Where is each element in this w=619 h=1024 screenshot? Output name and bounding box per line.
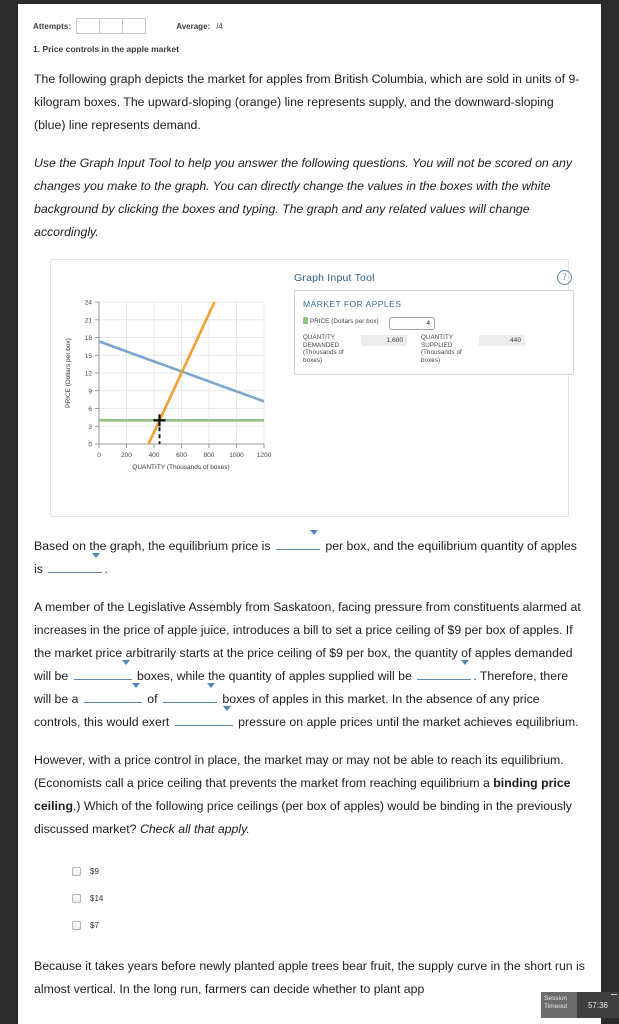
checkbox-label-14: $14 xyxy=(90,894,104,903)
session-time-value: 57:36 xyxy=(587,1000,609,1010)
svg-text:15: 15 xyxy=(84,352,92,360)
bind-text-b: .) Which of the following price ceilings (per box of apples) would be binding in the previously discussed market? xyxy=(34,799,572,836)
pc-text-a: A member of the Legislative Assembly from Saskatoon, facing pressure from constituents alarmed at increases in the price of apple juice, introduces a bill to set a price ceiling of $9 per box of apples. If the market price arbitrarily starts at the price ceiling of $9 per box, the quantity of apples demanded will be xyxy=(34,600,581,683)
blank-shortage-surplus[interactable] xyxy=(84,690,142,703)
blank-pressure-direction[interactable] xyxy=(175,713,233,726)
x-axis-title: QUANTITY (Thousands of boxes) xyxy=(132,464,230,471)
checkbox-row-3[interactable] xyxy=(72,912,585,939)
svg-text:24: 24 xyxy=(84,299,92,307)
price-ceiling-checklist xyxy=(34,856,585,939)
price-input[interactable]: 4 xyxy=(389,317,435,330)
svg-text:800: 800 xyxy=(203,452,215,459)
help-icon[interactable]: ? xyxy=(557,270,572,285)
paragraph-long-run: Because it takes years before newly planted apple trees bear fruit, the supply curve in the short run is almost vertical. In the long run, farmers can decide whether to plant app xyxy=(34,959,585,996)
y-axis-tick-labels xyxy=(85,300,93,449)
bind-text-a: However, with a price control in place, the market may or may not be able to reach its equilibrium. (Economists call a price ceiling that prevents the market from reaching equilibrium a xyxy=(34,753,564,790)
question-content xyxy=(18,54,601,1001)
svg-text:200: 200 xyxy=(121,452,132,459)
qty-demanded-field xyxy=(303,334,407,364)
blank-equilibrium-quantity[interactable] xyxy=(48,560,102,573)
paragraph-price-ceiling xyxy=(34,596,585,734)
attempt-box-1 xyxy=(76,18,100,34)
svg-text:0: 0 xyxy=(97,452,101,459)
average-value: /4 xyxy=(216,21,223,31)
supply-demand-chart xyxy=(59,284,279,499)
binding-price-ceiling-term: binding price ceiling xyxy=(34,776,571,813)
attempt-boxes xyxy=(77,18,146,34)
checkbox-9[interactable] xyxy=(72,867,81,876)
blank-equilibrium-price[interactable] xyxy=(276,537,320,550)
qty-supplied-label: QUANTITY SUPPLIED (Thousands of boxes) xyxy=(421,334,462,364)
blank-qty-demanded[interactable] xyxy=(74,667,132,680)
svg-text:1000: 1000 xyxy=(229,452,244,459)
pc-text-e: boxes of apples in this market. In the absence of any price controls, this would exert xyxy=(34,692,540,729)
graph-input-tool-body xyxy=(294,290,574,375)
session-label-line2: Timeout xyxy=(544,1003,568,1010)
pc-text-b: boxes, while the quantity of apples supplied will be xyxy=(137,669,412,683)
svg-text:9: 9 xyxy=(88,388,92,396)
qty-supplied-field xyxy=(421,334,525,364)
session-label-line1: Session xyxy=(544,995,568,1002)
checkbox-row-2[interactable] xyxy=(72,885,585,912)
checkbox-label-9: $9 xyxy=(90,867,99,876)
paragraph-equilibrium xyxy=(34,535,585,581)
svg-text:12: 12 xyxy=(84,370,92,378)
qty-demanded-value: 1,600 xyxy=(361,335,407,346)
pc-text-f: pressure on apple prices until the market achieves equilibrium. xyxy=(238,715,579,729)
svg-text:600: 600 xyxy=(176,452,187,459)
checkbox-label-7: $7 xyxy=(90,921,99,930)
blank-shortage-amount[interactable] xyxy=(163,690,217,703)
minimize-icon[interactable] xyxy=(611,993,617,995)
check-all-that-apply: Check all that apply. xyxy=(139,822,250,836)
price-color-swatch xyxy=(303,317,308,324)
paragraph-intro: The following graph depicts the market for apples from British Columbia, which are sold in units of 9-kilogram boxes. The upward-sloping (orange) line represents supply, and the downward-sloping (blue) line represents demand. xyxy=(34,72,580,132)
price-field-row xyxy=(303,317,565,330)
svg-text:0: 0 xyxy=(88,441,92,449)
graph-input-tool-title: Graph Input Tool xyxy=(294,272,375,284)
y-axis-title: PRICE (Dollars per box) xyxy=(65,338,72,408)
paragraph-binding xyxy=(34,749,585,841)
checkbox-14[interactable] xyxy=(72,894,81,903)
session-timeout-time xyxy=(577,992,619,1018)
pc-text-c: . Therefore, there will be a xyxy=(34,669,569,706)
assignment-sheet xyxy=(18,4,601,1024)
attempts-label: Attempts: xyxy=(33,21,72,31)
attempt-box-2 xyxy=(99,18,123,34)
chart-svg xyxy=(59,284,279,499)
checkbox-7[interactable] xyxy=(72,921,81,930)
qty-demanded-label: QUANTITY DEMANDED (Thousands of boxes) xyxy=(303,334,344,364)
svg-text:21: 21 xyxy=(84,317,92,325)
session-timeout-label xyxy=(541,992,577,1018)
svg-text:6: 6 xyxy=(88,406,92,413)
eq-text-c: . xyxy=(104,562,108,576)
question-title: 1. Price controls in the apple market xyxy=(33,44,179,54)
eq-text-b: per box, and the equilibrium quantity of apples is xyxy=(34,539,577,576)
blank-qty-supplied[interactable] xyxy=(417,667,471,680)
attempt-box-3 xyxy=(122,18,146,34)
svg-text:18: 18 xyxy=(84,335,92,342)
attempts-bar xyxy=(18,4,601,38)
price-label xyxy=(303,317,389,326)
svg-text:1200: 1200 xyxy=(256,452,272,459)
market-title: MARKET FOR APPLES xyxy=(303,299,402,309)
quantity-fields xyxy=(303,334,565,364)
qty-supplied-value: 440 xyxy=(479,335,525,346)
graph-panel xyxy=(50,259,569,517)
pc-text-d: of xyxy=(147,692,158,706)
paragraph-instructions: Use the Graph Input Tool to help you answer the following questions. You will not be scored on any changes you make to the graph. You can directly change the values in the boxes with the white background by clicking the boxes and typing. The graph and any related values will change accordingly. xyxy=(34,156,572,239)
svg-text:3: 3 xyxy=(88,423,92,431)
checkbox-row-1[interactable] xyxy=(72,858,585,885)
x-axis-tick-labels xyxy=(97,452,271,459)
price-label-text: PRICE (Dollars per box) xyxy=(310,318,379,325)
session-timeout-widget[interactable] xyxy=(541,992,619,1018)
graph-input-tool xyxy=(294,272,574,375)
graph-crosshair-marker[interactable] xyxy=(154,414,166,426)
eq-text-a: Based on the graph, the equilibrium price is xyxy=(34,539,271,553)
average-label: Average: xyxy=(176,21,211,31)
svg-text:400: 400 xyxy=(148,452,160,459)
